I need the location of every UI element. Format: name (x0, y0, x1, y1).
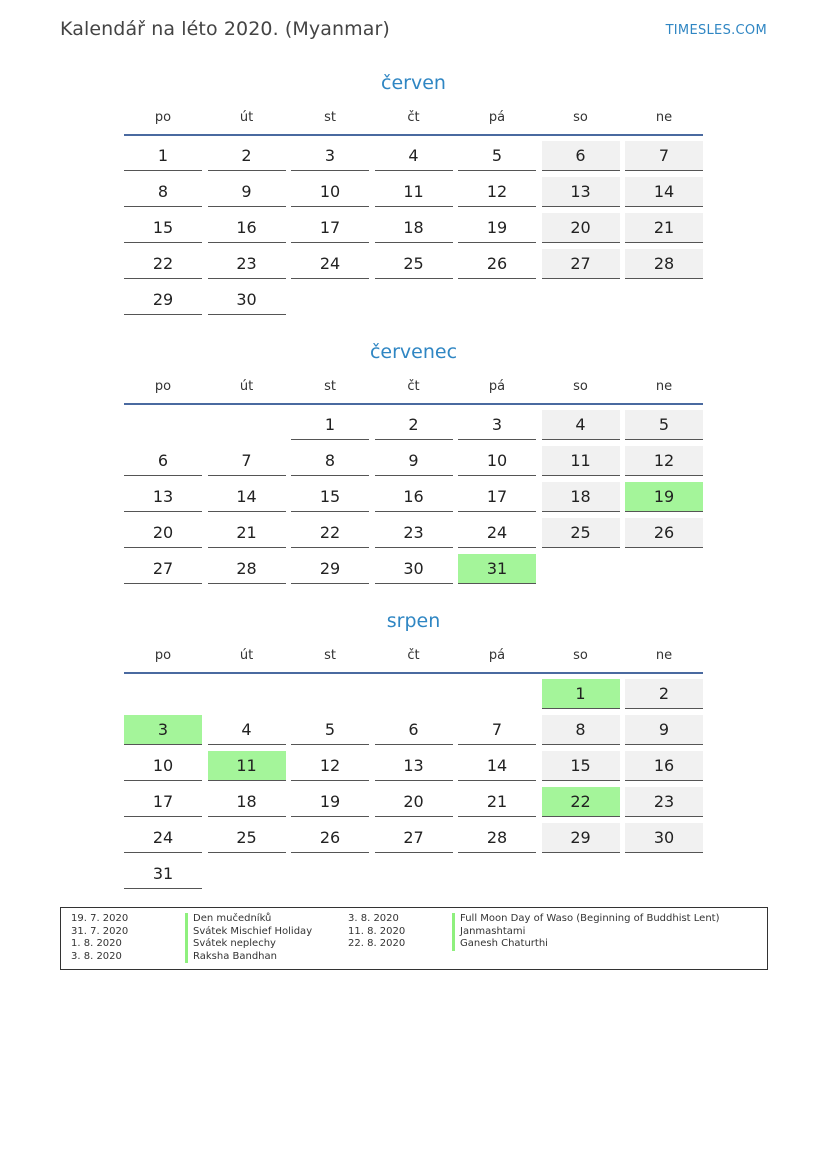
day-cell: 6 (124, 446, 202, 476)
header-rule (124, 672, 703, 674)
legend-holiday-name: Raksha Bandhan (185, 951, 277, 964)
empty-cell (458, 679, 536, 709)
day-cell: 21 (625, 213, 703, 243)
day-cell: 31 (124, 859, 202, 889)
weekday-label: st (324, 379, 336, 394)
day-cell: 8 (124, 177, 202, 207)
day-cell: 4 (208, 715, 286, 745)
day-cell: 22 (291, 518, 369, 548)
day-cell: 18 (208, 787, 286, 817)
day-cell: 17 (291, 213, 369, 243)
legend-date: 3. 8. 2020 (348, 913, 399, 924)
day-cell: 6 (375, 715, 453, 745)
holiday-day-cell: 19 (625, 482, 703, 512)
day-cell: 1 (291, 410, 369, 440)
day-cell: 1 (124, 141, 202, 171)
day-cell: 16 (625, 751, 703, 781)
day-cell: 29 (124, 285, 202, 315)
weekday-label: so (573, 648, 588, 663)
weekday-label: pá (488, 110, 506, 125)
day-cell: 30 (375, 554, 453, 584)
legend-date: 11. 8. 2020 (348, 925, 406, 937)
weekday-label: po (154, 379, 172, 394)
weekday-label: čt (407, 110, 420, 125)
day-cell: 20 (124, 518, 202, 548)
brand-link[interactable]: TIMESLES.COM (665, 23, 767, 38)
weekday-header (124, 106, 703, 130)
day-cell: 3 (458, 410, 536, 440)
legend-date: 31. 7. 2020 (71, 925, 129, 937)
day-cell: 9 (375, 446, 453, 476)
day-cell: 16 (208, 213, 286, 243)
day-cell: 25 (208, 823, 286, 853)
day-cell: 18 (542, 482, 620, 512)
day-cell: 2 (375, 410, 453, 440)
day-cell: 14 (208, 482, 286, 512)
day-cell: 27 (542, 249, 620, 279)
header-rule (124, 134, 703, 136)
month-title: srpen (386, 610, 441, 632)
page-title: Kalendář na léto 2020. (Myanmar) (60, 18, 390, 40)
day-cell: 10 (124, 751, 202, 781)
day-cell: 30 (208, 285, 286, 315)
legend-date: 3. 8. 2020 (71, 950, 122, 962)
holiday-day-cell: 31 (458, 554, 536, 584)
day-cell: 26 (291, 823, 369, 853)
day-cell: 10 (291, 177, 369, 207)
day-cell: 11 (542, 446, 620, 476)
day-cell: 12 (458, 177, 536, 207)
legend-date: 19. 7. 2020 (71, 913, 129, 924)
day-cell: 4 (375, 141, 453, 171)
day-cell: 8 (542, 715, 620, 745)
empty-cell (375, 679, 453, 709)
weekday-label: čt (407, 379, 420, 394)
day-cell: 20 (542, 213, 620, 243)
day-cell: 21 (458, 787, 536, 817)
month-title: červen (381, 72, 446, 94)
day-cell: 10 (458, 446, 536, 476)
empty-cell (208, 410, 286, 440)
day-cell: 7 (208, 446, 286, 476)
day-cell: 28 (625, 249, 703, 279)
weekday-label: ne (655, 379, 673, 394)
month-1 (124, 70, 703, 315)
weekday-label: út (239, 379, 254, 394)
day-cell: 24 (458, 518, 536, 548)
day-cell: 25 (375, 249, 453, 279)
day-cell: 5 (291, 715, 369, 745)
holiday-day-cell: 3 (124, 715, 202, 745)
weekday-label: so (573, 379, 588, 394)
day-cell: 16 (375, 482, 453, 512)
empty-cell (124, 410, 202, 440)
weekday-label: st (324, 110, 336, 125)
legend-holiday-name: Full Moon Day of Waso (Beginning of Buddhist Lent) (452, 913, 720, 926)
weekday-label: út (239, 648, 254, 663)
day-cell: 8 (291, 446, 369, 476)
day-cell: 28 (458, 823, 536, 853)
weekday-label: ne (655, 648, 673, 663)
weekday-label: so (573, 110, 588, 125)
weekday-label: pá (488, 648, 506, 663)
day-cell: 21 (208, 518, 286, 548)
day-cell: 23 (208, 249, 286, 279)
legend-holiday-name: Ganesh Chaturthi (452, 938, 548, 951)
day-cell: 13 (375, 751, 453, 781)
day-cell: 2 (208, 141, 286, 171)
day-cell: 25 (542, 518, 620, 548)
day-cell: 18 (375, 213, 453, 243)
legend-holiday-name: Janmashtami (452, 926, 525, 939)
day-cell: 22 (124, 249, 202, 279)
empty-cell (291, 679, 369, 709)
day-cell: 7 (458, 715, 536, 745)
weekday-label: út (239, 110, 254, 125)
day-cell: 23 (375, 518, 453, 548)
day-cell: 2 (625, 679, 703, 709)
weekday-label: ne (655, 110, 673, 125)
month-2 (124, 339, 703, 584)
holiday-day-cell: 11 (208, 751, 286, 781)
empty-cell (124, 679, 202, 709)
day-grid (124, 410, 703, 584)
day-cell: 13 (124, 482, 202, 512)
weekday-label: po (154, 110, 172, 125)
day-cell: 11 (375, 177, 453, 207)
day-cell: 12 (625, 446, 703, 476)
day-cell: 3 (291, 141, 369, 171)
legend-holiday-name: Svátek Mischief Holiday (185, 926, 312, 939)
empty-cell (208, 679, 286, 709)
day-cell: 30 (625, 823, 703, 853)
day-cell: 28 (208, 554, 286, 584)
day-cell: 26 (625, 518, 703, 548)
day-cell: 5 (458, 141, 536, 171)
day-cell: 29 (542, 823, 620, 853)
day-cell: 23 (625, 787, 703, 817)
day-cell: 12 (291, 751, 369, 781)
day-cell: 15 (291, 482, 369, 512)
legend-date: 22. 8. 2020 (348, 938, 406, 949)
day-cell: 24 (291, 249, 369, 279)
day-cell: 13 (542, 177, 620, 207)
weekday-header (124, 644, 703, 668)
legend-date: 1. 8. 2020 (71, 938, 122, 949)
weekday-label: po (154, 648, 172, 663)
day-cell: 15 (124, 213, 202, 243)
day-cell: 15 (542, 751, 620, 781)
day-cell: 7 (625, 141, 703, 171)
holiday-day-cell: 1 (542, 679, 620, 709)
day-cell: 14 (625, 177, 703, 207)
legend-holiday-name: Den mučedníků (185, 913, 271, 926)
month-title: červenec (369, 341, 458, 363)
day-cell: 17 (458, 482, 536, 512)
day-grid (124, 679, 703, 889)
day-cell: 9 (625, 715, 703, 745)
day-cell: 27 (375, 823, 453, 853)
day-cell: 5 (625, 410, 703, 440)
day-cell: 20 (375, 787, 453, 817)
holiday-day-cell: 22 (542, 787, 620, 817)
weekday-header (124, 375, 703, 399)
day-cell: 29 (291, 554, 369, 584)
day-cell: 19 (458, 213, 536, 243)
day-cell: 17 (124, 787, 202, 817)
day-cell: 9 (208, 177, 286, 207)
weekday-label: čt (407, 648, 420, 663)
header-rule (124, 403, 703, 405)
day-cell: 14 (458, 751, 536, 781)
day-cell: 19 (291, 787, 369, 817)
weekday-label: pá (488, 379, 506, 394)
weekday-label: st (324, 648, 336, 663)
day-cell: 24 (124, 823, 202, 853)
holiday-legend (60, 907, 768, 970)
day-cell: 27 (124, 554, 202, 584)
legend-holiday-name: Svátek neplechy (185, 938, 276, 951)
day-grid (124, 141, 703, 315)
day-cell: 26 (458, 249, 536, 279)
month-3 (124, 608, 703, 889)
day-cell: 4 (542, 410, 620, 440)
day-cell: 6 (542, 141, 620, 171)
